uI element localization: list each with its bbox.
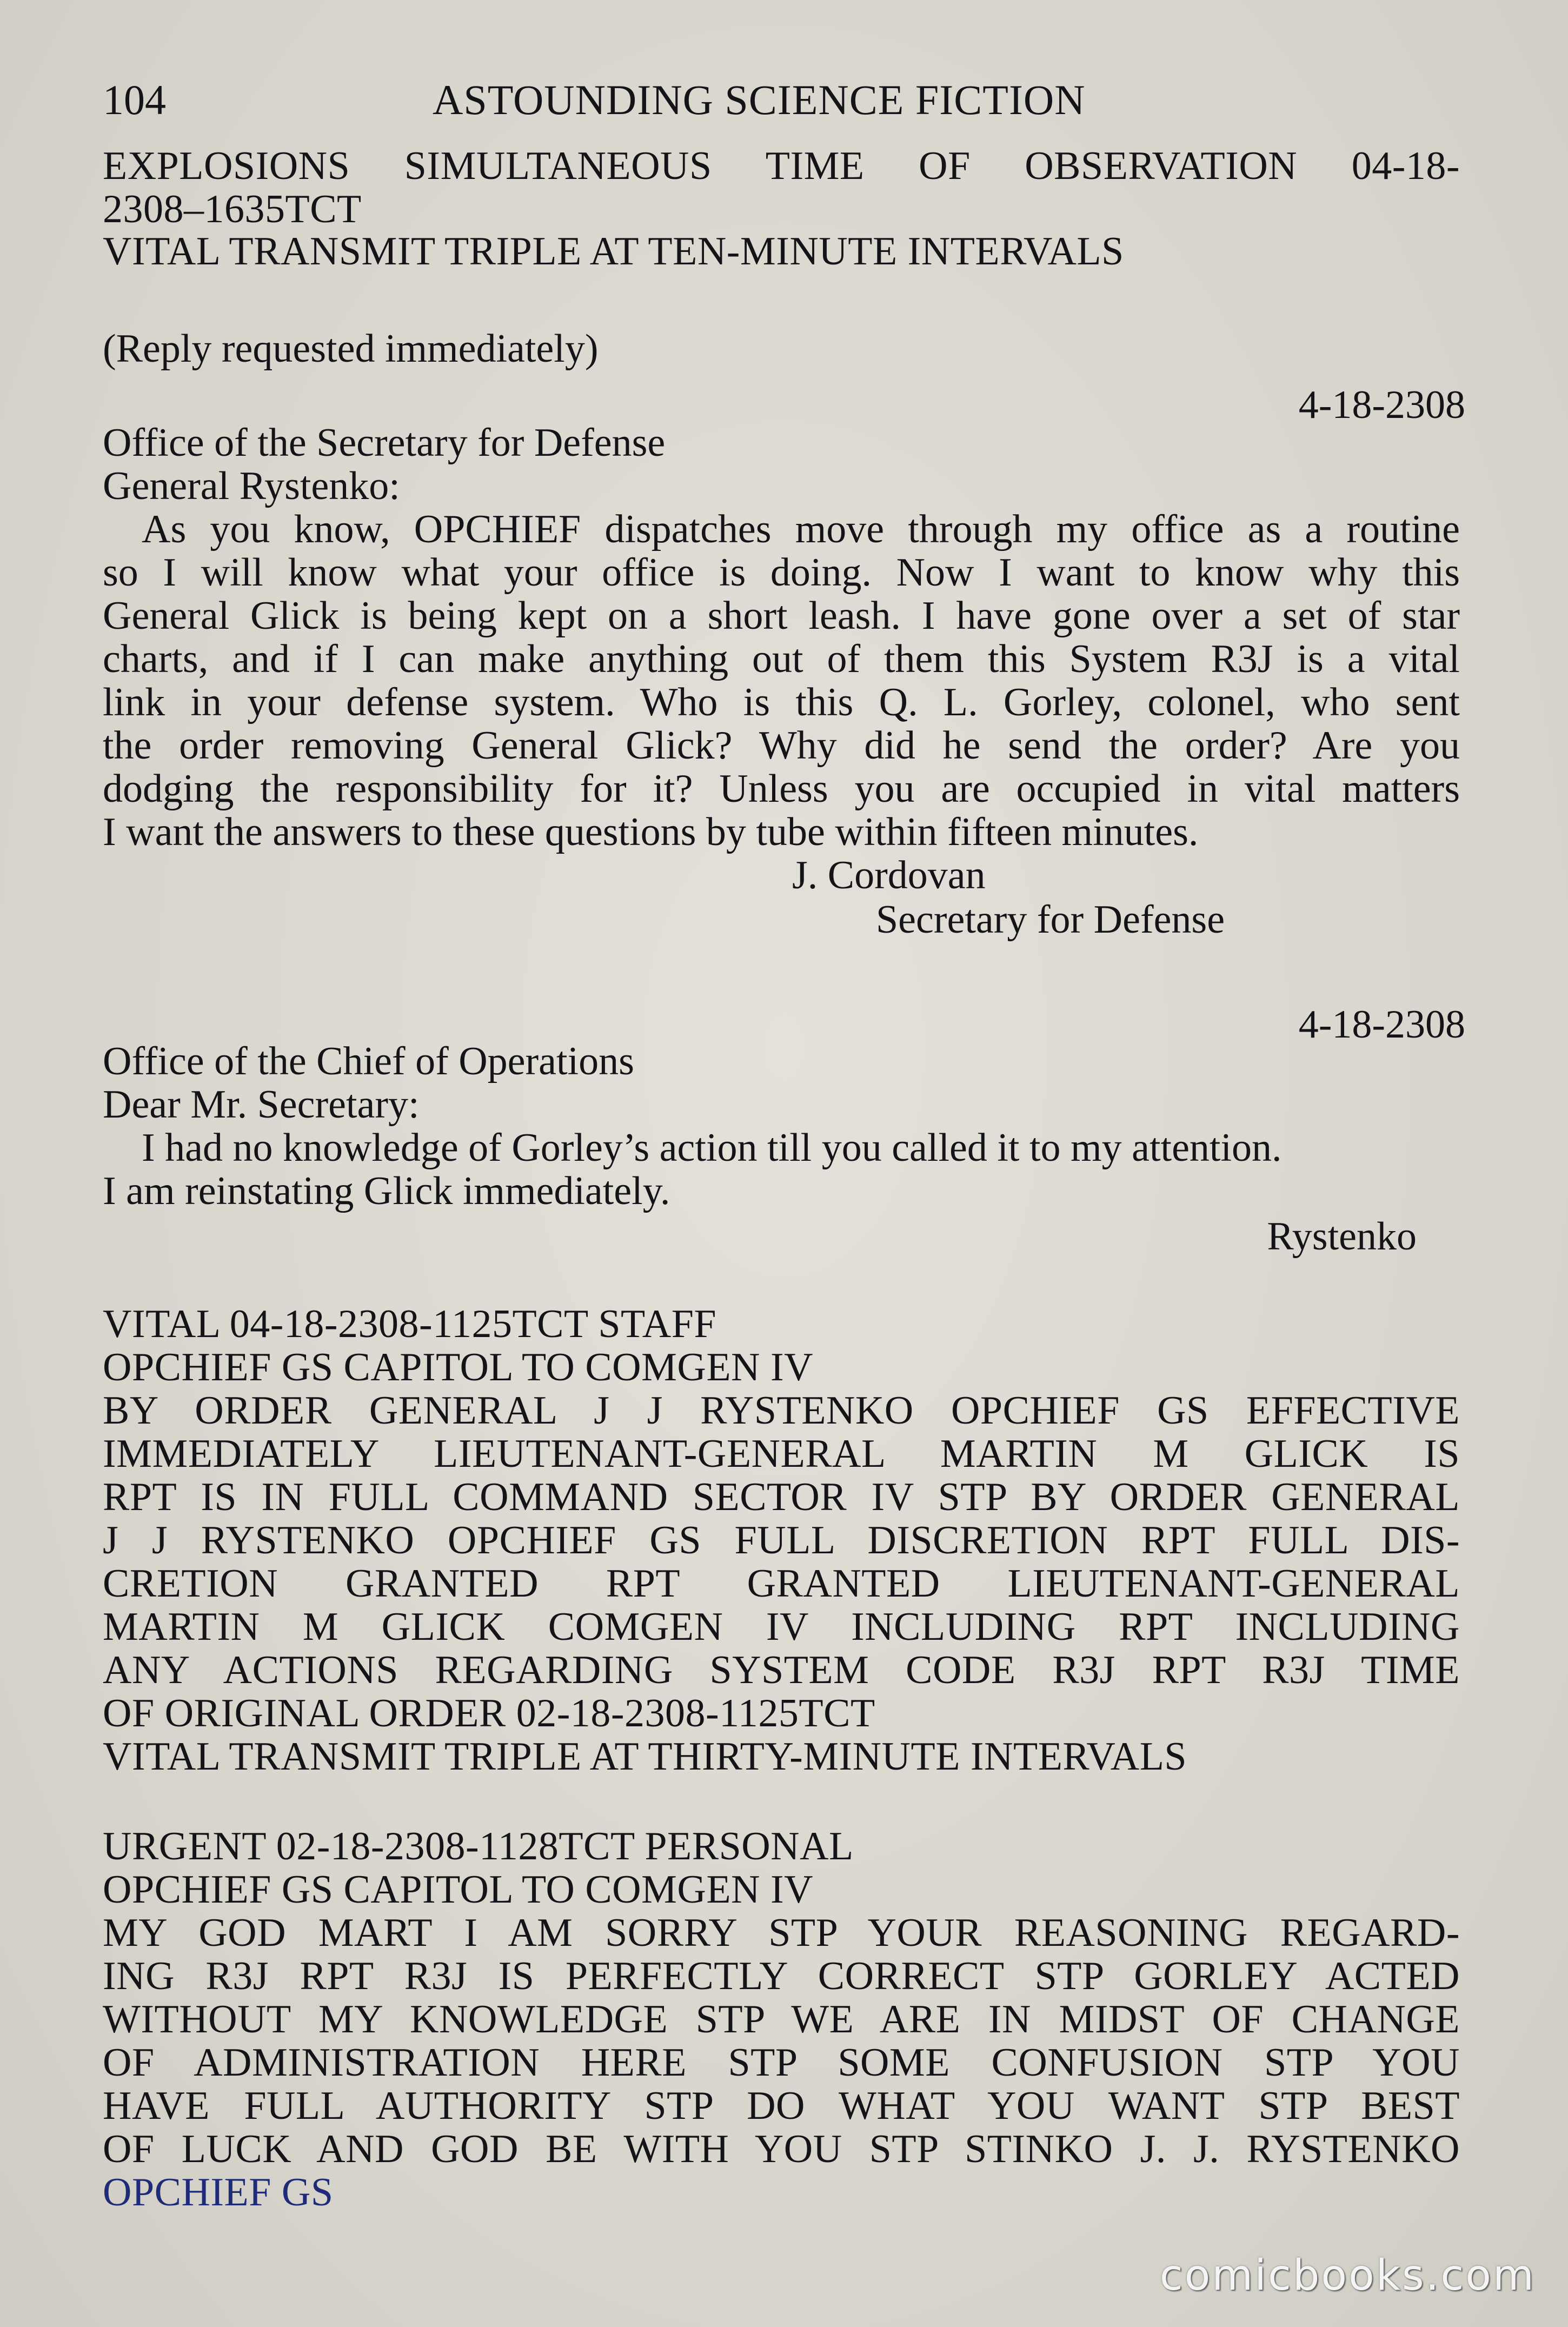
letter-date: 4-18-2308 [1298, 383, 1465, 427]
letter-from: Office of the Secretary for Defense [103, 421, 666, 465]
dispatch-header: VITAL 04-18-2308-1125TCT STAFF [103, 1302, 717, 1346]
dispatch-line: VITAL TRANSMIT TRIPLE AT THIRTY-MINUTE INTERVALS [103, 1734, 1187, 1779]
dispatch-line: OPCHIEF GS [103, 2170, 334, 2215]
letter-body-line: dodging the responsibility for it? Unless you are occupied in vital matters [103, 767, 1460, 811]
watermark: comicbooks.com [1159, 2251, 1536, 2300]
letter-salutation: Dear Mr. Secretary: [103, 1082, 420, 1127]
dispatch-line: OPCHIEF GS CAPITOL TO COMGEN IV [103, 1345, 814, 1389]
dispatch-line: IMMEDIATELY LIEUTENANT-GENERAL MARTIN M GLICK IS [103, 1432, 1460, 1476]
dispatch-line: MY GOD MART I AM SORRY STP YOUR REASONING REGARD- [103, 1911, 1460, 1955]
dispatch-line: OF ORIGINAL ORDER 02-18-2308-1125TCT [103, 1691, 875, 1736]
page-number: 104 [103, 76, 166, 123]
dispatch-line: CRETION GRANTED RPT GRANTED LIEUTENANT-GENERAL [103, 1561, 1460, 1606]
letter-date: 4-18-2308 [1298, 1002, 1465, 1047]
letter-body-line: I am reinstating Glick immediately. [103, 1169, 670, 1213]
letter-body-line: As you know, OPCHIEF dispatches move through my office as a routine [142, 507, 1460, 551]
signature-name: Rystenko [1267, 1214, 1417, 1259]
dispatch-line: J J RYSTENKO OPCHIEF GS FULL DISCRETION RPT FULL DIS- [103, 1518, 1460, 1563]
dispatch-line: RPT IS IN FULL COMMAND SECTOR IV STP BY ORDER GENERAL [103, 1475, 1460, 1519]
letter-body-line: link in your defense system. Who is this Q. L. Gorley, colonel, who sent [103, 680, 1460, 724]
letter-body-line: I had no knowledge of Gorley’s action till you called it to my attention. [142, 1126, 1282, 1170]
dispatch-line: ANY ACTIONS REGARDING SYSTEM CODE R3J RPT R3J TIME [103, 1648, 1460, 1692]
dispatch-line: MARTIN M GLICK COMGEN IV INCLUDING RPT INCLUDING [103, 1605, 1460, 1649]
dispatch-line: OF LUCK AND GOD BE WITH YOU STP STINKO J. J. RYSTENKO [103, 2127, 1460, 2171]
dispatch-line: OPCHIEF GS CAPITOL TO COMGEN IV [103, 1867, 814, 1912]
reply-note: (Reply requested immediately) [103, 327, 599, 371]
dispatch-line: VITAL TRANSMIT TRIPLE AT TEN-MINUTE INTERVALS [103, 229, 1124, 274]
dispatch-line: OF ADMINISTRATION HERE STP SOME CONFUSION STP YOU [103, 2040, 1460, 2085]
running-title: ASTOUNDING SCIENCE FICTION [433, 76, 1086, 123]
dispatch-line: BY ORDER GENERAL J J RYSTENKO OPCHIEF GS EFFECTIVE [103, 1388, 1460, 1433]
dispatch-line: HAVE FULL AUTHORITY STP DO WHAT YOU WANT STP BEST [103, 2084, 1460, 2128]
letter-salutation: General Rystenko: [103, 464, 400, 508]
letter-from: Office of the Chief of Operations [103, 1039, 634, 1083]
dispatch-line: 2308–1635TCT [103, 187, 362, 231]
letter-body-line: so I will know what your office is doing. Now I want to know why this [103, 550, 1460, 595]
signature-title: Secretary for Defense [876, 897, 1225, 942]
letter-body-line: I want the answers to these questions by tube within fifteen minutes. [103, 810, 1199, 854]
dispatch-line: ING R3J RPT R3J IS PERFECTLY CORRECT STP GORLEY ACTED [103, 1954, 1460, 1998]
dispatch-header: URGENT 02-18-2308-1128TCT PERSONAL [103, 1824, 854, 1869]
signature-name: J. Cordovan [792, 853, 986, 897]
letter-body-line: charts, and if I can make anything out of them this System R3J is a vital [103, 637, 1460, 681]
dispatch-line: WITHOUT MY KNOWLEDGE STP WE ARE IN MIDST OF CHANGE [103, 1997, 1460, 2042]
letter-body-line: General Glick is being kept on a short leash. I have gone over a set of star [103, 594, 1460, 638]
letter-body-line: the order removing General Glick? Why did he send the order? Are you [103, 723, 1460, 768]
dispatch-line: EXPLOSIONS SIMULTANEOUS TIME OF OBSERVATION 04-18- [103, 144, 1460, 188]
